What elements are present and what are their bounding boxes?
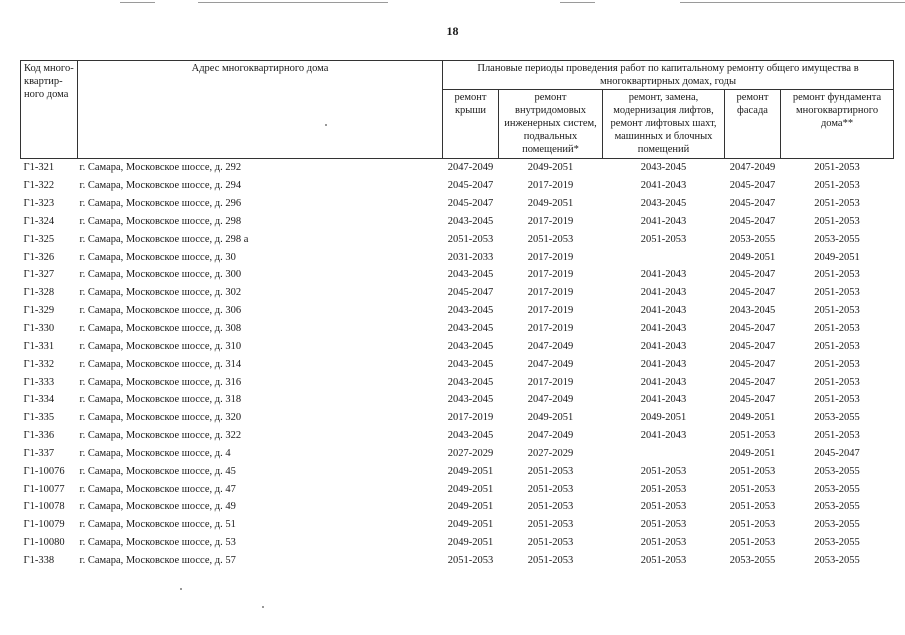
cell-foundation: 2053-2055 xyxy=(814,465,860,477)
cell-code: Г1-336 xyxy=(23,430,55,442)
cell-facade: 2051-2053 xyxy=(729,537,776,549)
cell-foundation: 2051-2053 xyxy=(814,269,860,281)
cell-foundation: 2051-2053 xyxy=(814,180,860,192)
cell-code: Г1-10079 xyxy=(23,519,65,531)
table-row xyxy=(21,427,894,445)
cell-systems: 2051-2053 xyxy=(527,519,574,531)
cell-foundation: 2045-2047 xyxy=(814,447,860,459)
cell-foundation: 2051-2053 xyxy=(814,198,860,210)
cell-code: Г1-332 xyxy=(23,358,55,370)
table-row xyxy=(21,337,894,355)
scan-speck xyxy=(180,588,182,590)
cell-elevators: 2041-2043 xyxy=(640,269,687,281)
cell-address: г. Самара, Московское шоссе, д. 316 xyxy=(79,376,242,388)
cell-roof: 2049-2051 xyxy=(447,537,494,549)
cell-code: Г1-330 xyxy=(23,323,55,335)
column-header-elevators: ремонт, замена, модернизация лифтов, ремонт лифтовых шахт, машинных и блочных помещений xyxy=(603,90,725,159)
cell-address: г. Самара, Московское шоссе, д. 320 xyxy=(79,412,242,424)
cell-elevators: 2051-2053 xyxy=(640,483,687,495)
cell-elevators: 2041-2043 xyxy=(640,358,687,370)
table-row xyxy=(21,409,894,427)
cell-code: Г1-10077 xyxy=(23,483,65,495)
cell-facade: 2045-2047 xyxy=(729,198,776,210)
cell-elevators: 2041-2043 xyxy=(640,305,687,317)
cell-roof: 2017-2019 xyxy=(447,412,494,424)
cell-code: Г1-10080 xyxy=(23,537,65,549)
cell-systems: 2047-2049 xyxy=(527,340,574,352)
cell-roof: 2043-2045 xyxy=(447,269,494,281)
cell-elevators: 2051-2053 xyxy=(640,554,687,566)
capital-repair-schedule-table xyxy=(20,60,894,569)
cell-code: Г1-334 xyxy=(23,394,55,406)
cell-address: г. Самара, Московское шоссе, д. 53 xyxy=(79,537,236,549)
cell-address: г. Самара, Московское шоссе, д. 300 xyxy=(79,269,242,281)
table-row xyxy=(21,302,894,320)
table-row xyxy=(21,516,894,534)
table-row xyxy=(21,195,894,213)
cell-elevators: 2051-2053 xyxy=(640,465,687,477)
cell-foundation: 2051-2053 xyxy=(814,340,860,352)
table-header xyxy=(21,61,894,159)
table-row xyxy=(21,320,894,338)
cell-foundation: 2053-2055 xyxy=(814,537,860,549)
scan-speck xyxy=(262,606,264,608)
cell-facade: 2053-2055 xyxy=(729,233,776,245)
column-header-foundation: ремонт фундамента многоквартирного дома** xyxy=(781,90,894,159)
cell-code: Г1-326 xyxy=(23,251,55,263)
cell-facade: 2049-2051 xyxy=(729,447,776,459)
cell-systems: 2049-2051 xyxy=(527,198,574,210)
column-header-facade: ремонт фасада xyxy=(725,90,781,159)
cell-elevators: 2051-2053 xyxy=(640,233,687,245)
cell-foundation: 2051-2053 xyxy=(814,305,860,317)
cell-code: Г1-328 xyxy=(23,287,55,299)
cell-address: г. Самара, Московское шоссе, д. 4 xyxy=(79,447,231,459)
cell-elevators: 2041-2043 xyxy=(640,376,687,388)
table-row xyxy=(21,534,894,552)
cell-foundation: 2051-2053 xyxy=(814,323,860,335)
cell-systems: 2051-2053 xyxy=(527,501,574,513)
cell-facade: 2049-2051 xyxy=(729,251,776,263)
cell-address: г. Самара, Московское шоссе, д. 298 xyxy=(79,215,242,227)
cell-systems: 2017-2019 xyxy=(527,376,574,388)
cell-address: г. Самара, Московское шоссе, д. 306 xyxy=(79,305,242,317)
cell-systems: 2049-2051 xyxy=(527,412,574,424)
column-header-systems: ремонт внутридомовых инженерных систем, подвальных помещений* xyxy=(499,90,603,159)
table-row xyxy=(21,373,894,391)
cell-elevators xyxy=(603,445,725,463)
table-row xyxy=(21,213,894,231)
cell-facade: 2049-2051 xyxy=(729,412,776,424)
cell-elevators: 2051-2053 xyxy=(640,501,687,513)
cell-roof: 2043-2045 xyxy=(447,323,494,335)
cell-roof: 2027-2029 xyxy=(447,447,494,459)
cell-facade: 2045-2047 xyxy=(729,376,776,388)
scan-artifact-line xyxy=(680,2,905,3)
cell-code: Г1-335 xyxy=(23,412,55,424)
cell-systems: 2051-2053 xyxy=(527,483,574,495)
cell-roof: 2045-2047 xyxy=(447,287,494,299)
scan-artifact-line xyxy=(560,2,595,3)
cell-roof: 2049-2051 xyxy=(447,465,494,477)
cell-facade: 2045-2047 xyxy=(729,340,776,352)
cell-code: Г1-331 xyxy=(23,340,55,352)
cell-foundation: 2053-2055 xyxy=(814,233,860,245)
cell-address: г. Самара, Московское шоссе, д. 310 xyxy=(79,340,242,352)
cell-foundation: 2049-2051 xyxy=(814,251,860,263)
cell-code: Г1-324 xyxy=(23,215,55,227)
cell-roof: 2051-2053 xyxy=(447,233,494,245)
page-number: 18 xyxy=(446,24,459,38)
cell-roof: 2051-2053 xyxy=(447,554,494,566)
table-row xyxy=(21,284,894,302)
cell-systems: 2017-2019 xyxy=(527,251,574,263)
table-row xyxy=(21,480,894,498)
cell-roof: 2049-2051 xyxy=(447,501,494,513)
cell-address: г. Самара, Московское шоссе, д. 302 xyxy=(79,287,242,299)
column-header-code: Код много-квартир-ного дома xyxy=(21,61,78,159)
cell-facade: 2051-2053 xyxy=(729,430,776,442)
cell-elevators: 2041-2043 xyxy=(640,394,687,406)
cell-code: Г1-329 xyxy=(23,305,55,317)
cell-facade: 2045-2047 xyxy=(729,358,776,370)
cell-systems: 2047-2049 xyxy=(527,430,574,442)
cell-facade: 2045-2047 xyxy=(729,323,776,335)
cell-systems: 2051-2053 xyxy=(527,537,574,549)
cell-address: г. Самара, Московское шоссе, д. 296 xyxy=(79,198,242,210)
cell-code: Г1-325 xyxy=(23,233,55,245)
cell-systems: 2051-2053 xyxy=(527,465,574,477)
table-row xyxy=(21,462,894,480)
cell-address: г. Самара, Московское шоссе, д. 49 xyxy=(79,501,236,513)
cell-foundation: 2053-2055 xyxy=(814,412,860,424)
cell-facade: 2045-2047 xyxy=(729,215,776,227)
table-row xyxy=(21,498,894,516)
table-row xyxy=(21,355,894,373)
cell-systems: 2017-2019 xyxy=(527,180,574,192)
cell-systems: 2017-2019 xyxy=(527,323,574,335)
cell-elevators: 2049-2051 xyxy=(640,412,687,424)
cell-foundation: 2051-2053 xyxy=(814,394,860,406)
table-row xyxy=(21,266,894,284)
cell-facade: 2053-2055 xyxy=(729,554,776,566)
cell-roof: 2043-2045 xyxy=(447,215,494,227)
cell-roof: 2047-2049 xyxy=(447,162,494,174)
cell-foundation: 2053-2055 xyxy=(814,483,860,495)
cell-facade: 2047-2049 xyxy=(729,162,776,174)
cell-elevators: 2051-2053 xyxy=(640,537,687,549)
cell-address: г. Самара, Московское шоссе, д. 294 xyxy=(79,180,242,192)
cell-address: г. Самара, Московское шоссе, д. 322 xyxy=(79,430,242,442)
cell-systems: 2047-2049 xyxy=(527,394,574,406)
cell-foundation: 2053-2055 xyxy=(814,519,860,531)
cell-foundation: 2051-2053 xyxy=(814,376,860,388)
cell-foundation: 2051-2053 xyxy=(814,430,860,442)
column-header-address: Адрес многоквартирного дома xyxy=(78,61,443,159)
cell-roof: 2043-2045 xyxy=(447,430,494,442)
cell-facade: 2051-2053 xyxy=(729,483,776,495)
cell-code: Г1-327 xyxy=(23,269,55,281)
cell-systems: 2051-2053 xyxy=(527,233,574,245)
cell-facade: 2045-2047 xyxy=(729,269,776,281)
cell-elevators: 2043-2045 xyxy=(640,162,687,174)
cell-foundation: 2051-2053 xyxy=(814,287,860,299)
table-row xyxy=(21,391,894,409)
cell-code: Г1-338 xyxy=(23,554,55,566)
cell-address: г. Самара, Московское шоссе, д. 292 xyxy=(79,162,242,174)
cell-address: г. Самара, Московское шоссе, д. 298 а xyxy=(79,233,249,245)
cell-roof: 2043-2045 xyxy=(447,358,494,370)
cell-systems: 2051-2053 xyxy=(527,554,574,566)
column-header-roof: ремонт крыши xyxy=(443,90,499,159)
cell-address: г. Самара, Московское шоссе, д. 308 xyxy=(79,323,242,335)
cell-elevators: 2041-2043 xyxy=(640,323,687,335)
cell-code: Г1-322 xyxy=(23,180,55,192)
cell-roof: 2043-2045 xyxy=(447,376,494,388)
cell-address: г. Самара, Московское шоссе, д. 318 xyxy=(79,394,242,406)
cell-systems: 2027-2029 xyxy=(527,447,574,459)
cell-foundation: 2051-2053 xyxy=(814,215,860,227)
cell-facade: 2045-2047 xyxy=(729,394,776,406)
table-row xyxy=(21,230,894,248)
cell-address: г. Самара, Московское шоссе, д. 45 xyxy=(79,465,236,477)
table-row xyxy=(21,445,894,463)
cell-elevators xyxy=(603,248,725,266)
cell-address: г. Самара, Московское шоссе, д. 51 xyxy=(79,519,236,531)
cell-systems: 2047-2049 xyxy=(527,358,574,370)
cell-elevators: 2043-2045 xyxy=(640,198,687,210)
table-row xyxy=(21,552,894,570)
table-row xyxy=(21,248,894,266)
cell-roof: 2049-2051 xyxy=(447,483,494,495)
cell-facade: 2043-2045 xyxy=(729,305,776,317)
cell-roof: 2045-2047 xyxy=(447,180,494,192)
cell-roof: 2045-2047 xyxy=(447,198,494,210)
cell-address: г. Самара, Московское шоссе, д. 30 xyxy=(79,251,236,263)
cell-systems: 2049-2051 xyxy=(527,162,574,174)
cell-systems: 2017-2019 xyxy=(527,287,574,299)
cell-elevators: 2041-2043 xyxy=(640,180,687,192)
cell-elevators: 2041-2043 xyxy=(640,340,687,352)
table-row xyxy=(21,177,894,195)
cell-elevators: 2041-2043 xyxy=(640,287,687,299)
cell-address: г. Самара, Московское шоссе, д. 314 xyxy=(79,358,242,370)
scan-artifact-line xyxy=(198,2,388,3)
cell-code: Г1-10078 xyxy=(23,501,65,513)
cell-code: Г1-10076 xyxy=(23,465,65,477)
cell-code: Г1-321 xyxy=(23,162,55,174)
cell-roof: 2043-2045 xyxy=(447,340,494,352)
cell-address: г. Самара, Московское шоссе, д. 47 xyxy=(79,483,236,495)
column-group-header-periods: Плановые периоды проведения работ по капитальному ремонту общего имущества в многоквартирных домах, годы xyxy=(443,61,894,90)
cell-facade: 2051-2053 xyxy=(729,519,776,531)
cell-systems: 2017-2019 xyxy=(527,215,574,227)
cell-elevators: 2041-2043 xyxy=(640,430,687,442)
scan-artifact-line xyxy=(120,2,155,3)
cell-code: Г1-333 xyxy=(23,376,55,388)
cell-roof: 2043-2045 xyxy=(447,305,494,317)
cell-foundation: 2053-2055 xyxy=(814,554,860,566)
cell-address: г. Самара, Московское шоссе, д. 57 xyxy=(79,554,236,566)
cell-elevators: 2041-2043 xyxy=(640,215,687,227)
table-body xyxy=(21,159,894,570)
cell-facade: 2051-2053 xyxy=(729,465,776,477)
cell-foundation: 2051-2053 xyxy=(814,162,860,174)
cell-facade: 2045-2047 xyxy=(729,180,776,192)
cell-roof: 2043-2045 xyxy=(447,394,494,406)
cell-foundation: 2053-2055 xyxy=(814,501,860,513)
cell-roof: 2049-2051 xyxy=(447,519,494,531)
cell-systems: 2017-2019 xyxy=(527,269,574,281)
cell-systems: 2017-2019 xyxy=(527,305,574,317)
cell-facade: 2045-2047 xyxy=(729,287,776,299)
cell-roof: 2031-2033 xyxy=(447,251,494,263)
cell-foundation: 2051-2053 xyxy=(814,358,860,370)
cell-facade: 2051-2053 xyxy=(729,501,776,513)
cell-elevators: 2051-2053 xyxy=(640,519,687,531)
cell-code: Г1-323 xyxy=(23,198,55,210)
table-row xyxy=(21,159,894,177)
cell-code: Г1-337 xyxy=(23,447,55,459)
